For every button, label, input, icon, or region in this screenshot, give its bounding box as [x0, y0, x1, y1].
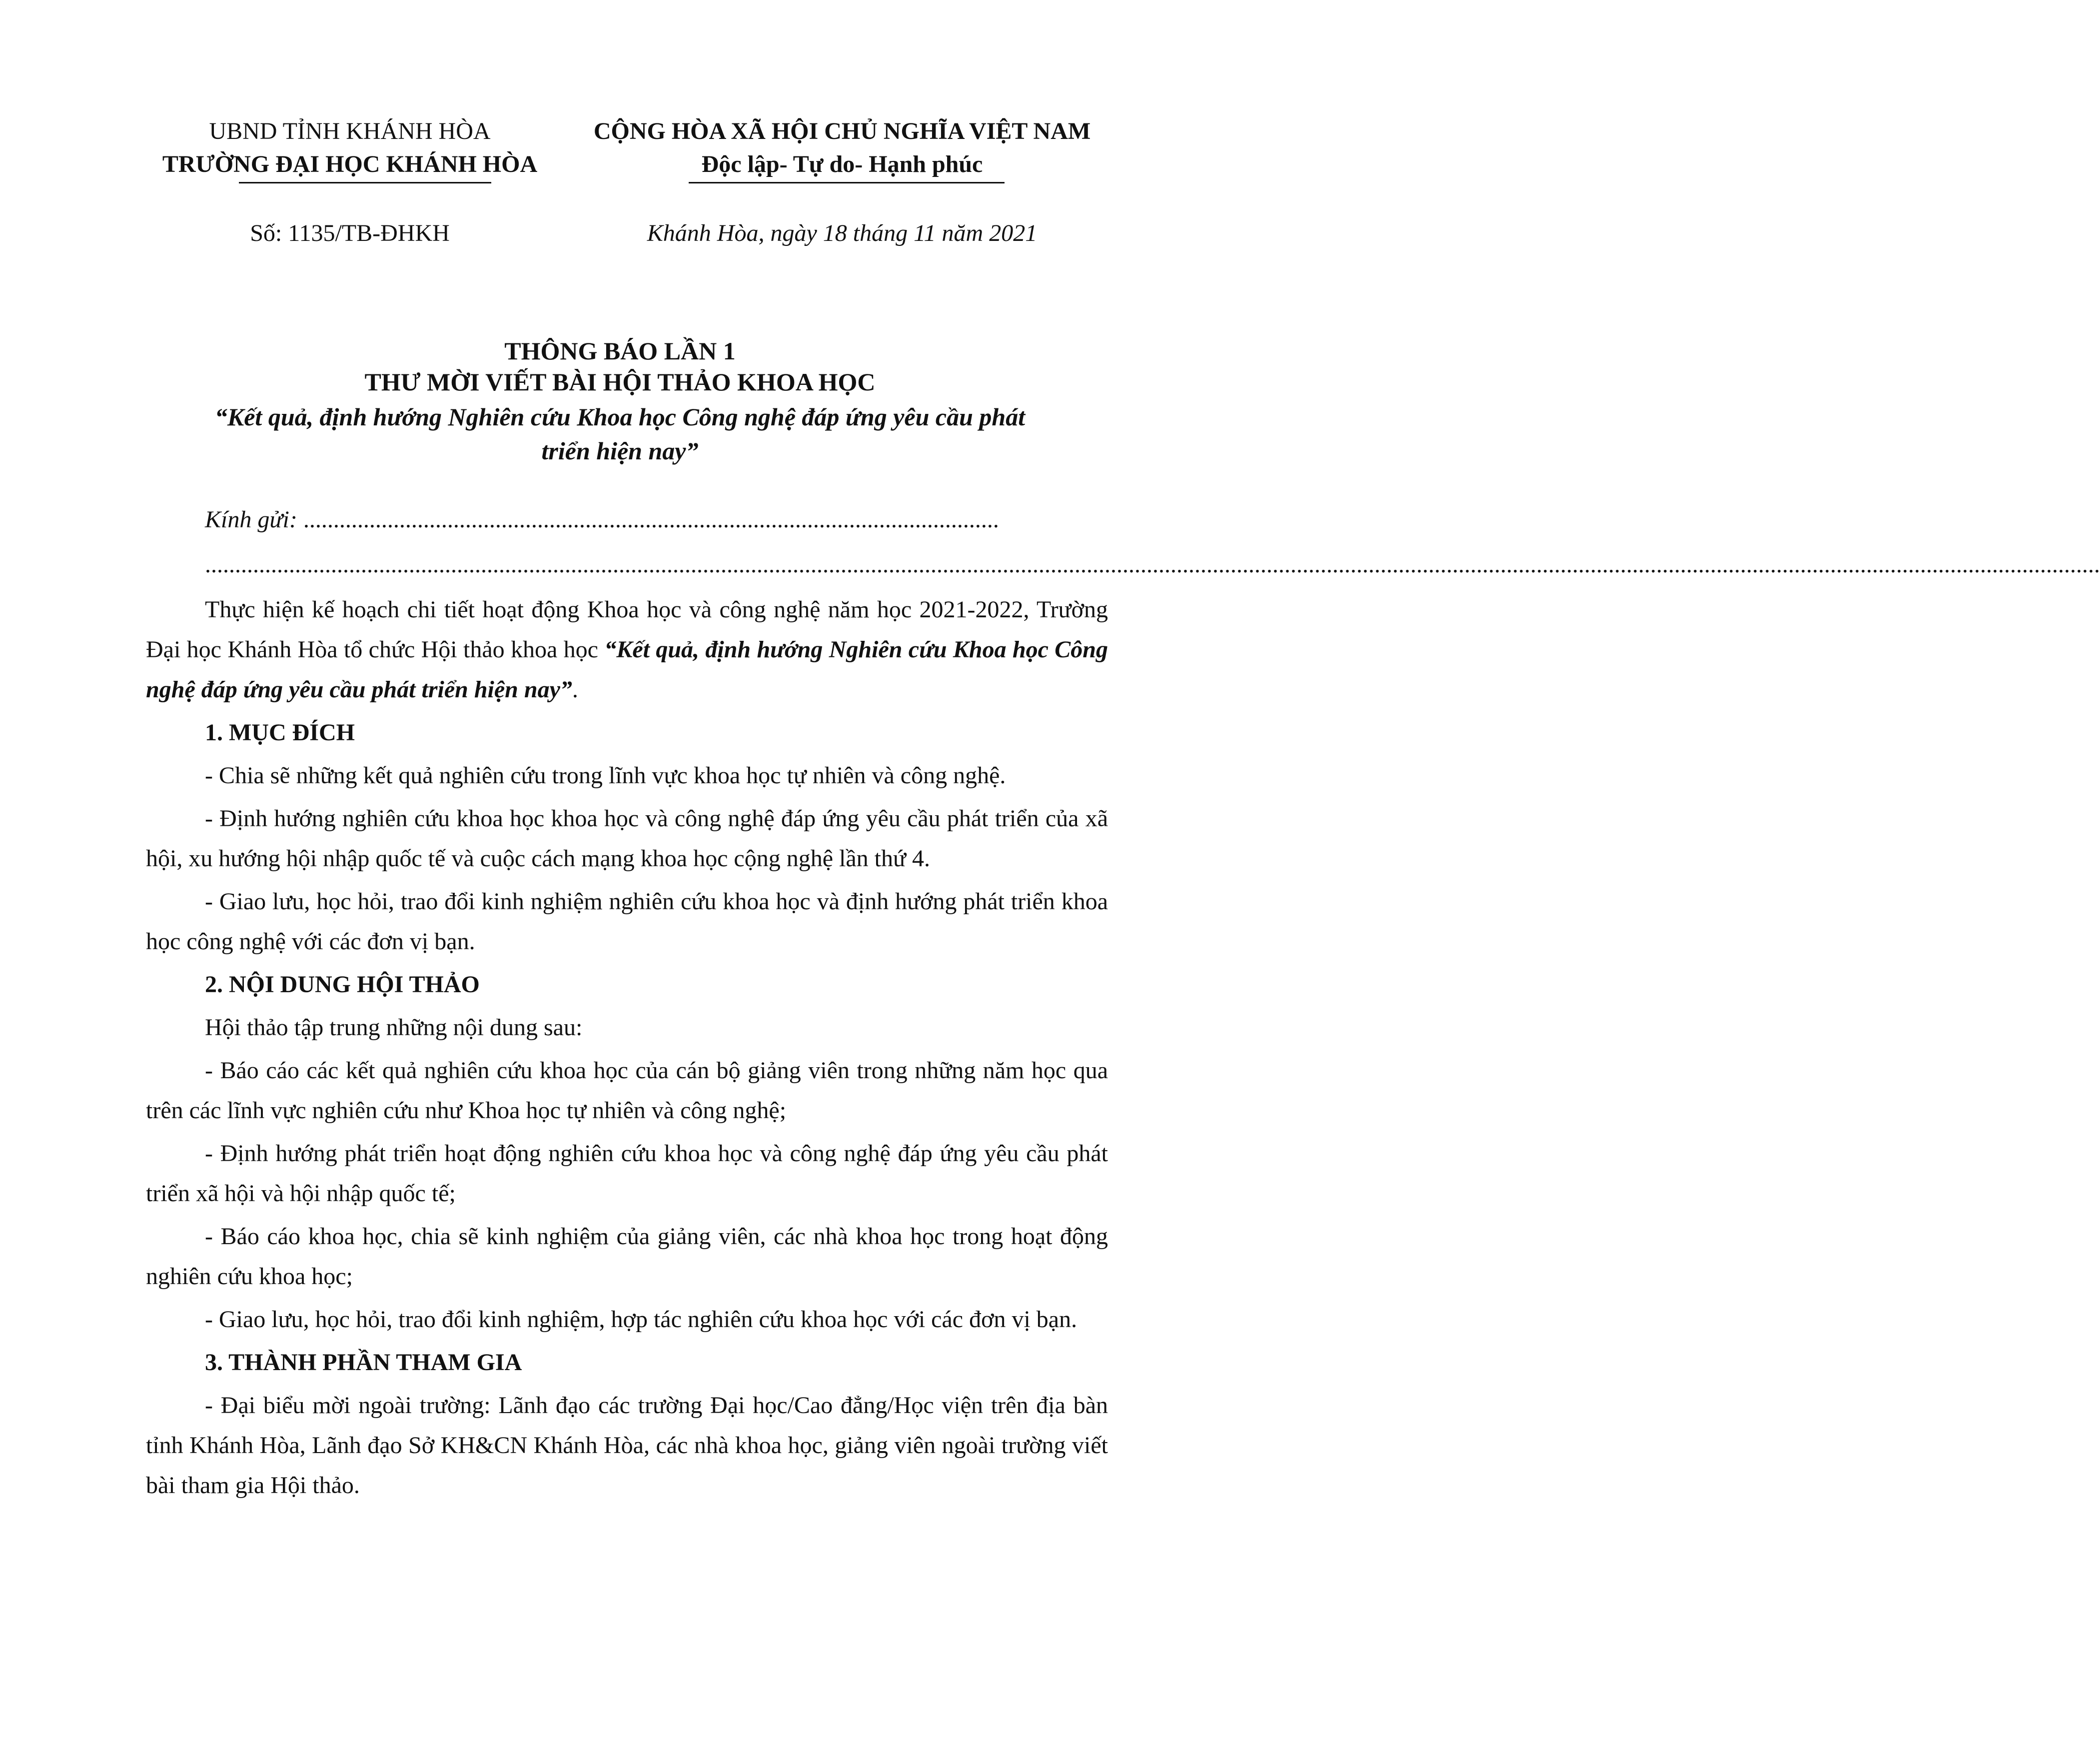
- national-title: CỘNG HÒA XÃ HỘI CHỦ NGHĨA VIỆT NAM: [593, 118, 1091, 144]
- issue-date: Khánh Hòa, ngày 18 tháng 11 năm 2021: [647, 220, 1038, 246]
- section-1-item: - Chia sẽ những kết quả nghiên cứu trong lĩnh vực khoa học tự nhiên và công nghệ.: [205, 762, 1006, 789]
- intro-end: .: [572, 676, 578, 703]
- invitation-title: THƯ MỜI VIẾT BÀI HỘI THẢO KHOA HỌC: [364, 368, 876, 396]
- agency-name: UBND TỈNH KHÁNH HÒA: [209, 118, 491, 144]
- section-2-item: - Giao lưu, học hỏi, trao đổi kinh nghiệm, hợp tác nghiên cứu khoa học với các đơn vị bạn.: [205, 1306, 1077, 1333]
- notice-title: THÔNG BÁO LẦN 1: [504, 337, 736, 365]
- salutation-line: [205, 505, 1109, 535]
- salutation-blank: ....................................................................................................................: [303, 506, 999, 533]
- section-3-item: - Đại biểu mời ngoài trường: Lãnh đạo các trường Đại học/Cao đẳng/Học viện trên địa bàn tỉnh Khánh Hòa, Lãnh đạo Sở KH&CN Khánh Hòa, các nhà khoa học, giảng viên ngoài trường viết bài tham gia Hội thảo.: [146, 1392, 1108, 1499]
- intro-text: Thực hiện kế hoạch chi tiết hoạt động Khoa học và công nghệ năm học 2021-2022, Trường Đại học Khánh Hòa tổ chức Hội thảo khoa học: [146, 596, 1108, 663]
- section-2-item: - Định hướng phát triển hoạt động nghiên cứu khoa học và công nghệ đáp ứng yêu cầu phát triển xã hội và hội nhập quốc tế;: [146, 1140, 1108, 1207]
- section-2-heading: 2. NỘI DUNG HỘI THẢO: [205, 971, 480, 998]
- salutation-blank-line2: ............................................................................................................................................................................................................................................................................................................................: [205, 551, 2100, 578]
- national-motto: Độc lập- Tự do- Hạnh phúc: [701, 151, 983, 177]
- section-1-item: - Giao lưu, học hỏi, trao đổi kinh nghiệm nghiên cứu khoa học và định hướng phát triển khoa học công nghệ với các đơn vị bạn.: [146, 888, 1108, 955]
- document-number: Số: 1135/TB-ĐHKH: [250, 220, 450, 246]
- conference-theme-line1: “Kết quả, định hướng Nghiên cứu Khoa học Công nghệ đáp ứng yêu cầu phát: [214, 403, 1026, 431]
- intro-paragraph: [146, 590, 1108, 710]
- section-1-heading: 1. MỤC ĐÍCH: [205, 719, 355, 746]
- national-motto-underline: [689, 182, 1005, 183]
- section-2-item: - Báo cáo khoa học, chia sẽ kinh nghiệm của giảng viên, các nhà khoa học trong hoạt động nghiên cứu khoa học;: [146, 1223, 1108, 1290]
- section-3-heading: 3. THÀNH PHẦN THAM GIA: [205, 1349, 522, 1376]
- section-2-item: - Báo cáo các kết quả nghiên cứu khoa học của cán bộ giảng viên trong những năm học qua trên các lĩnh vực nghiên cứu như Khoa học tự nhiên và công nghệ;: [146, 1057, 1108, 1124]
- intro-conference-name: “Kết quả, định hướng Nghiên cứu Khoa học Công nghệ đáp ứng yêu cầu phát triển hiện nay”: [146, 636, 1108, 703]
- section-1-item: - Định hướng nghiên cứu khoa học khoa học và công nghệ đáp ứng yêu cầu phát triển của xã hội, xu hướng hội nhập quốc tế và cuộc cách mạng khoa học cộng nghệ lần thứ 4.: [146, 805, 1108, 872]
- salutation-label: Kính gửi:: [205, 506, 303, 533]
- conference-theme-line2: triển hiện nay”: [541, 437, 699, 465]
- document-body: [146, 590, 1108, 1506]
- section-2-lead: Hội thảo tập trung những nội dung sau:: [205, 1014, 583, 1041]
- school-name-underline: [239, 182, 491, 183]
- school-name: TRƯỜNG ĐẠI HỌC KHÁNH HÒA: [162, 151, 538, 177]
